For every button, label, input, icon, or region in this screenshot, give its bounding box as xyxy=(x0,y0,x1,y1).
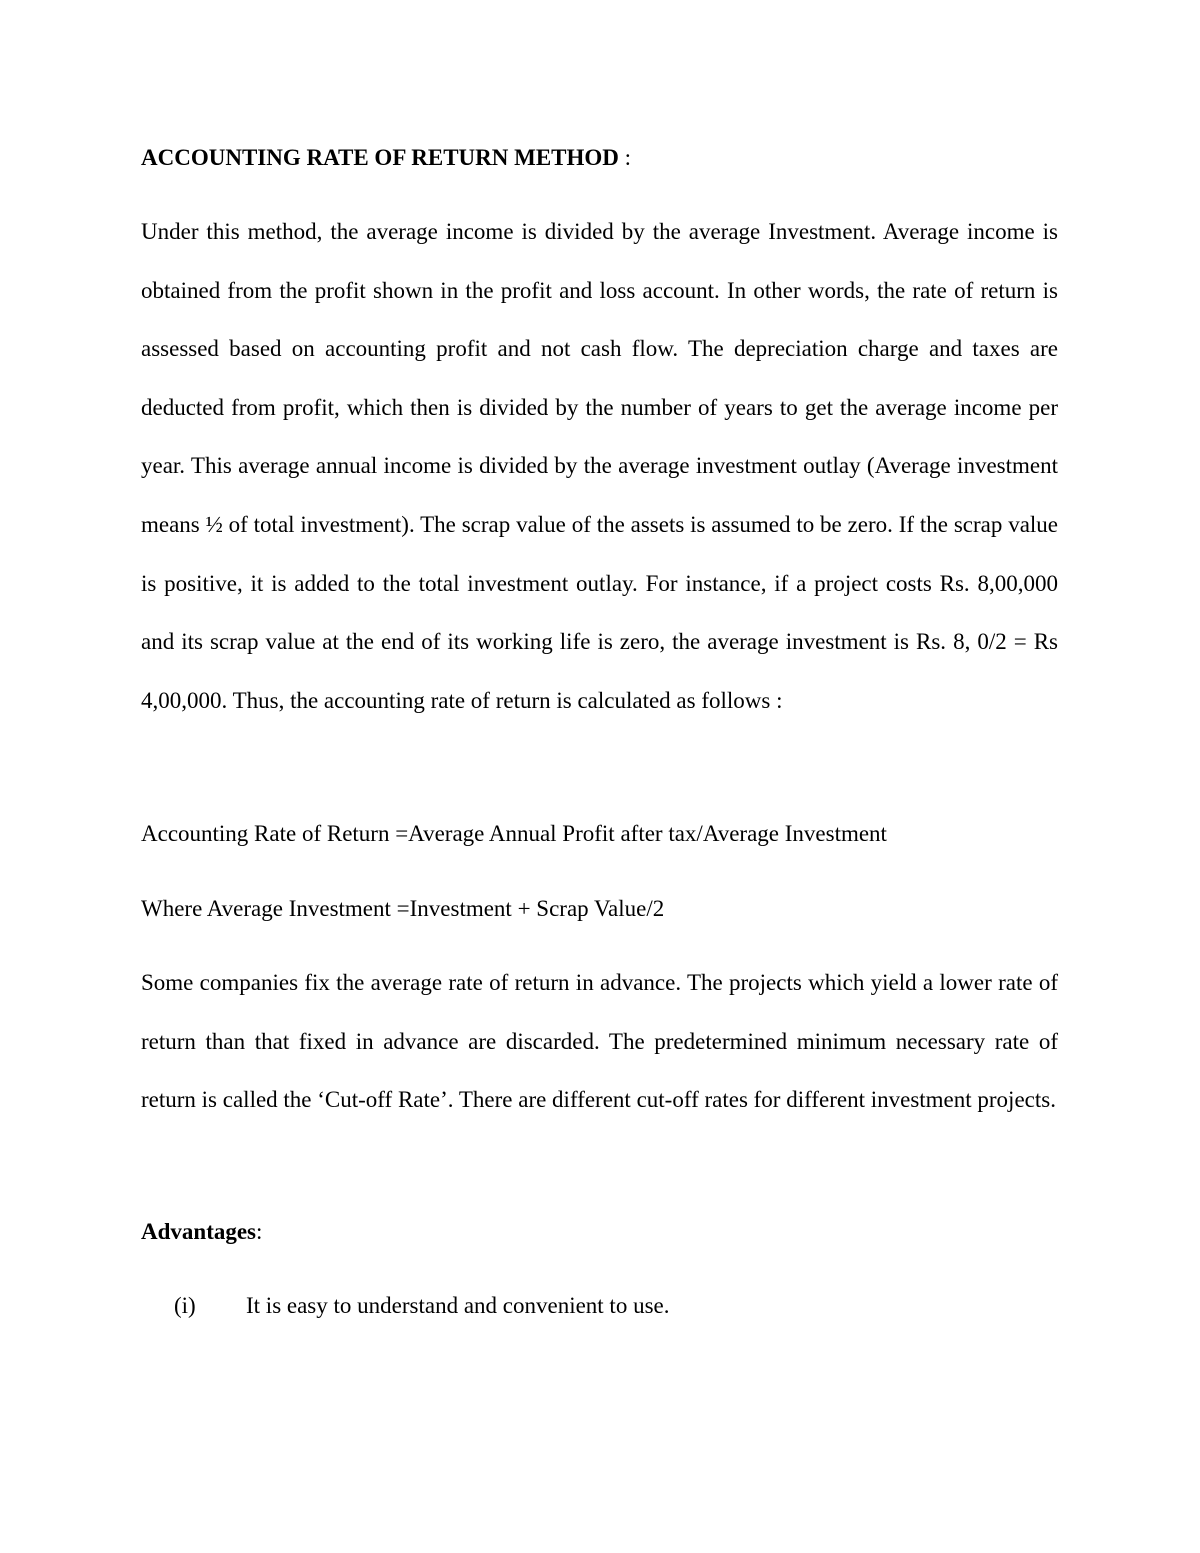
average-investment-formula: Where Average Investment =Investment + Scrap Value/2 xyxy=(141,896,665,921)
advantage-item-text: It is easy to understand and convenient to use. xyxy=(246,1293,670,1318)
arr-formula: Accounting Rate of Return =Average Annual Profit after tax/Average Investment xyxy=(141,821,887,846)
section-heading-colon: : xyxy=(618,145,632,170)
advantages-heading-colon: : xyxy=(256,1219,263,1244)
section-heading-title: ACCOUNTING RATE OF RETURN METHOD xyxy=(141,145,619,170)
advantages-heading-label: Advantages xyxy=(141,1219,257,1244)
advantages-heading xyxy=(141,1217,262,1247)
cut-off-rate-paragraph: Some companies fix the average rate of return in advance. The projects which yield a lower rate of return than that fixed in advance are discarded. The predetermined minimum necessary rate of return is called the ‘Cut-off Rate’. There are different cut-off rates for different investment projects. xyxy=(141,970,1058,1113)
section-heading xyxy=(141,143,631,173)
advantage-item-number: (i) xyxy=(174,1293,196,1318)
method-description-paragraph: Under this method, the average income is divided by the average Investment. Average income is obtained from the profit shown in the profit and loss account. In other words, the rate of return is assessed based on accounting profit and not cash flow. The depreciation charge and taxes are deducted from profit, which then is divided by the number of years to get the average income per year. This average annual income is divided by the average investment outlay (Average investment means ½ of total investment). The scrap value of the assets is assumed to be zero. If the scrap value is positive, it is added to the total investment outlay. For instance, if a project costs Rs. 8,00,000 and its scrap value at the end of its working life is zero, the average investment is Rs. 8, 0/2 = Rs 4,00,000. Thus, the accounting rate of return is calculated as follows : xyxy=(141,219,1058,713)
